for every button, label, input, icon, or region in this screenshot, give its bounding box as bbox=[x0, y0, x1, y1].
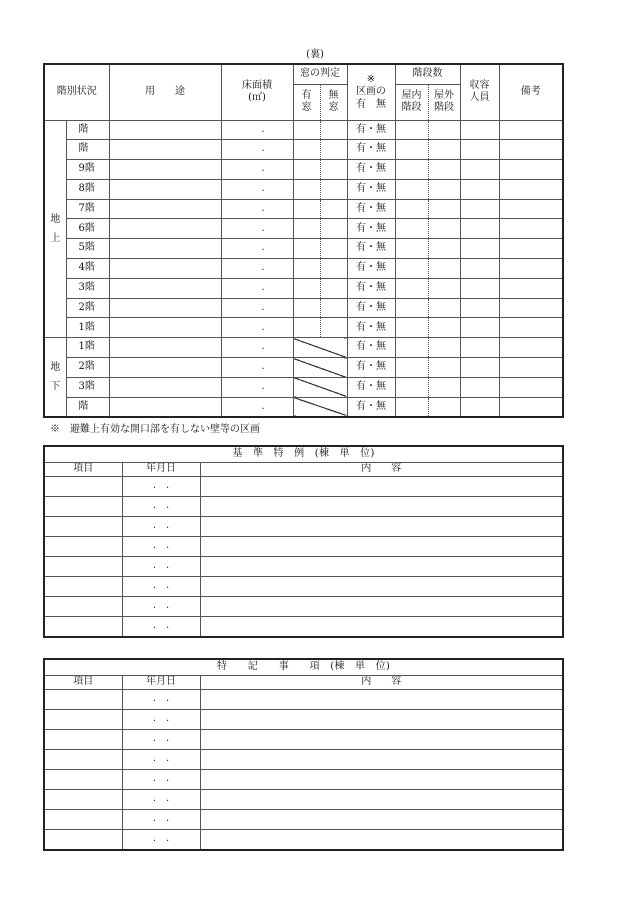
col-item: 項目 bbox=[44, 463, 122, 477]
item-cell[interactable] bbox=[44, 517, 122, 537]
entry-row bbox=[44, 810, 563, 830]
window-yes-cell[interactable] bbox=[293, 318, 320, 338]
below-ground-label: 地 下 bbox=[44, 338, 66, 418]
entry-row bbox=[44, 830, 563, 851]
section-yes-no-cell[interactable]: 有・無 bbox=[347, 377, 395, 397]
stairs-indoor-cell[interactable] bbox=[395, 298, 428, 318]
item-cell[interactable] bbox=[44, 750, 122, 770]
floor-row bbox=[44, 160, 563, 180]
capacity-cell[interactable] bbox=[460, 338, 499, 358]
special-notes-table bbox=[43, 658, 564, 851]
floor-label: 3階 bbox=[66, 377, 109, 397]
capacity-cell[interactable] bbox=[460, 199, 499, 219]
window-yes-cell[interactable] bbox=[293, 219, 320, 239]
capacity-cell[interactable] bbox=[460, 140, 499, 160]
section-yes-no-cell[interactable]: 有・無 bbox=[347, 318, 395, 338]
floor-label: 1階 bbox=[66, 338, 109, 358]
header-floor: 階別状況 bbox=[44, 64, 109, 120]
special-notes-title: 特 記 事 項 (棟 単 位) bbox=[44, 659, 563, 676]
floor-row bbox=[44, 219, 563, 239]
entry-row bbox=[44, 770, 563, 790]
stairs-indoor-cell[interactable] bbox=[395, 397, 428, 417]
content-cell[interactable] bbox=[200, 537, 563, 557]
content-cell[interactable] bbox=[200, 830, 563, 851]
capacity-cell[interactable] bbox=[460, 120, 499, 140]
entry-row bbox=[44, 617, 563, 638]
window-na-cell bbox=[293, 358, 347, 378]
floor-row bbox=[44, 318, 563, 338]
page-title: (裏) bbox=[306, 49, 324, 60]
remarks-cell[interactable] bbox=[499, 219, 563, 239]
date-cell[interactable]: . . bbox=[122, 557, 200, 577]
floor-area-cell[interactable]: . bbox=[221, 397, 293, 417]
window-yes-cell[interactable] bbox=[293, 179, 320, 199]
capacity-cell[interactable] bbox=[460, 259, 499, 279]
floor-area-cell[interactable]: . bbox=[221, 179, 293, 199]
floor-area-cell[interactable]: . bbox=[221, 278, 293, 298]
use-cell[interactable] bbox=[109, 318, 221, 338]
window-yes-cell[interactable] bbox=[293, 239, 320, 259]
col-date: 年月日 bbox=[122, 463, 200, 477]
stairs-indoor-cell[interactable] bbox=[395, 160, 428, 180]
use-cell[interactable] bbox=[109, 397, 221, 417]
window-no-cell[interactable] bbox=[320, 318, 347, 338]
capacity-cell[interactable] bbox=[460, 358, 499, 378]
window-no-cell[interactable] bbox=[320, 160, 347, 180]
section-yes-no-cell[interactable]: 有・無 bbox=[347, 338, 395, 358]
stairs-outdoor-cell[interactable] bbox=[428, 259, 460, 279]
content-cell[interactable] bbox=[200, 517, 563, 537]
capacity-cell[interactable] bbox=[460, 397, 499, 417]
date-cell[interactable]: . . bbox=[122, 830, 200, 851]
stairs-indoor-cell[interactable] bbox=[395, 377, 428, 397]
content-cell[interactable] bbox=[200, 477, 563, 497]
above-ground-rows bbox=[44, 120, 563, 338]
floor-area-cell[interactable]: . bbox=[221, 318, 293, 338]
item-cell[interactable] bbox=[44, 617, 122, 638]
remarks-cell[interactable] bbox=[499, 278, 563, 298]
window-yes-cell[interactable] bbox=[293, 199, 320, 219]
floor-area-cell[interactable]: . bbox=[221, 298, 293, 318]
remarks-cell[interactable] bbox=[499, 199, 563, 219]
remarks-cell[interactable] bbox=[499, 179, 563, 199]
section-yes-no-cell[interactable]: 有・無 bbox=[347, 199, 395, 219]
entry-row bbox=[44, 750, 563, 770]
capacity-cell[interactable] bbox=[460, 278, 499, 298]
window-no-cell[interactable] bbox=[320, 239, 347, 259]
window-no-cell[interactable] bbox=[320, 219, 347, 239]
content-cell[interactable] bbox=[200, 730, 563, 750]
date-cell[interactable]: . . bbox=[122, 517, 200, 537]
floor-area-cell[interactable]: . bbox=[221, 358, 293, 378]
use-cell[interactable] bbox=[109, 179, 221, 199]
remarks-cell[interactable] bbox=[499, 397, 563, 417]
window-no-cell[interactable] bbox=[320, 140, 347, 160]
header-area: 床面積 (㎡) bbox=[221, 64, 293, 120]
window-no-cell[interactable] bbox=[320, 179, 347, 199]
content-cell[interactable] bbox=[200, 790, 563, 810]
window-yes-cell[interactable] bbox=[293, 120, 320, 140]
stairs-indoor-cell[interactable] bbox=[395, 219, 428, 239]
date-cell[interactable]: . . bbox=[122, 730, 200, 750]
use-cell[interactable] bbox=[109, 239, 221, 259]
remarks-cell[interactable] bbox=[499, 239, 563, 259]
below-ground-rows bbox=[44, 338, 563, 418]
remarks-cell[interactable] bbox=[499, 140, 563, 160]
entry-row bbox=[44, 577, 563, 597]
window-yes-cell[interactable] bbox=[293, 278, 320, 298]
window-no-cell[interactable] bbox=[320, 120, 347, 140]
content-cell[interactable] bbox=[200, 597, 563, 617]
floor-label: 9階 bbox=[66, 160, 109, 180]
entry-row bbox=[44, 690, 563, 710]
item-cell[interactable] bbox=[44, 730, 122, 750]
floor-area-cell[interactable]: . bbox=[221, 219, 293, 239]
floor-label: 8階 bbox=[66, 179, 109, 199]
section-yes-no-cell[interactable]: 有・無 bbox=[347, 239, 395, 259]
floor-area-cell[interactable]: . bbox=[221, 377, 293, 397]
content-cell[interactable] bbox=[200, 497, 563, 517]
capacity-cell[interactable] bbox=[460, 179, 499, 199]
remarks-cell[interactable] bbox=[499, 318, 563, 338]
stairs-outdoor-cell[interactable] bbox=[428, 199, 460, 219]
item-cell[interactable] bbox=[44, 557, 122, 577]
entry-row bbox=[44, 710, 563, 730]
entry-row bbox=[44, 537, 563, 557]
window-no-cell[interactable] bbox=[320, 259, 347, 279]
floor-area-cell[interactable]: . bbox=[221, 120, 293, 140]
use-cell[interactable] bbox=[109, 278, 221, 298]
floor-row bbox=[44, 278, 563, 298]
header-use: 用 途 bbox=[109, 64, 221, 120]
col-content: 内 容 bbox=[200, 676, 563, 690]
col-item: 項目 bbox=[44, 676, 122, 690]
window-yes-cell[interactable] bbox=[293, 160, 320, 180]
section-yes-no-cell[interactable]: 有・無 bbox=[347, 259, 395, 279]
date-cell[interactable]: . . bbox=[122, 577, 200, 597]
use-cell[interactable] bbox=[109, 377, 221, 397]
item-cell[interactable] bbox=[44, 810, 122, 830]
floor-label: 3階 bbox=[66, 278, 109, 298]
entry-row bbox=[44, 477, 563, 497]
floor-row bbox=[44, 298, 563, 318]
use-cell[interactable] bbox=[109, 120, 221, 140]
capacity-cell[interactable] bbox=[460, 239, 499, 259]
stairs-indoor-cell[interactable] bbox=[395, 120, 428, 140]
special-standards-table bbox=[43, 445, 564, 638]
date-cell[interactable]: . . bbox=[122, 690, 200, 710]
capacity-cell[interactable] bbox=[460, 377, 499, 397]
content-cell[interactable] bbox=[200, 770, 563, 790]
floor-row bbox=[44, 120, 563, 140]
section-yes-no-cell[interactable]: 有・無 bbox=[347, 219, 395, 239]
remarks-cell[interactable] bbox=[499, 259, 563, 279]
stairs-outdoor-cell[interactable] bbox=[428, 120, 460, 140]
stairs-outdoor-cell[interactable] bbox=[428, 318, 460, 338]
date-cell[interactable]: . . bbox=[122, 497, 200, 517]
header-stairs-indoor: 屋内 階段 bbox=[395, 84, 428, 120]
floor-row bbox=[44, 338, 563, 358]
date-cell[interactable]: . . bbox=[122, 710, 200, 730]
entry-row bbox=[44, 730, 563, 750]
stairs-outdoor-cell[interactable] bbox=[428, 397, 460, 417]
stairs-outdoor-cell[interactable] bbox=[428, 377, 460, 397]
content-cell[interactable] bbox=[200, 617, 563, 638]
item-cell[interactable] bbox=[44, 537, 122, 557]
content-cell[interactable] bbox=[200, 710, 563, 730]
remarks-cell[interactable] bbox=[499, 298, 563, 318]
date-cell[interactable]: . . bbox=[122, 810, 200, 830]
date-cell[interactable]: . . bbox=[122, 617, 200, 638]
header-window-no: 無 窓 bbox=[320, 84, 347, 120]
date-cell[interactable]: . . bbox=[122, 750, 200, 770]
floor-label: 2階 bbox=[66, 298, 109, 318]
item-cell[interactable] bbox=[44, 577, 122, 597]
stairs-indoor-cell[interactable] bbox=[395, 338, 428, 358]
use-cell[interactable] bbox=[109, 140, 221, 160]
use-cell[interactable] bbox=[109, 219, 221, 239]
floor-label: 2階 bbox=[66, 358, 109, 378]
section-yes-no-cell[interactable]: 有・無 bbox=[347, 179, 395, 199]
floor-label: 5階 bbox=[66, 239, 109, 259]
item-cell[interactable] bbox=[44, 497, 122, 517]
remarks-cell[interactable] bbox=[499, 338, 563, 358]
item-cell[interactable] bbox=[44, 690, 122, 710]
floor-row bbox=[44, 397, 563, 417]
floor-label: 階 bbox=[66, 120, 109, 140]
stairs-indoor-cell[interactable] bbox=[395, 358, 428, 378]
window-na-cell bbox=[293, 397, 347, 417]
section-yes-no-cell[interactable]: 有・無 bbox=[347, 278, 395, 298]
header-remarks: 備考 bbox=[499, 64, 563, 120]
section-yes-no-cell[interactable]: 有・無 bbox=[347, 120, 395, 140]
entry-row bbox=[44, 517, 563, 537]
floor-area-cell[interactable]: . bbox=[221, 160, 293, 180]
section-yes-no-cell[interactable]: 有・無 bbox=[347, 140, 395, 160]
stairs-indoor-cell[interactable] bbox=[395, 318, 428, 338]
date-cell[interactable]: . . bbox=[122, 477, 200, 497]
section-yes-no-cell[interactable]: 有・無 bbox=[347, 160, 395, 180]
header-window: 窓の判定 bbox=[293, 64, 347, 84]
use-cell[interactable] bbox=[109, 338, 221, 358]
entry-row bbox=[44, 557, 563, 577]
section-yes-no-cell[interactable]: 有・無 bbox=[347, 358, 395, 378]
stairs-outdoor-cell[interactable] bbox=[428, 239, 460, 259]
stairs-indoor-cell[interactable] bbox=[395, 278, 428, 298]
stairs-outdoor-cell[interactable] bbox=[428, 358, 460, 378]
header-window-yes: 有 窓 bbox=[293, 84, 320, 120]
col-content: 内 容 bbox=[200, 463, 563, 477]
capacity-cell[interactable] bbox=[460, 160, 499, 180]
floor-area-cell[interactable]: . bbox=[221, 259, 293, 279]
stairs-indoor-cell[interactable] bbox=[395, 140, 428, 160]
stairs-indoor-cell[interactable] bbox=[395, 239, 428, 259]
remarks-cell[interactable] bbox=[499, 358, 563, 378]
stairs-outdoor-cell[interactable] bbox=[428, 140, 460, 160]
use-cell[interactable] bbox=[109, 259, 221, 279]
use-cell[interactable] bbox=[109, 199, 221, 219]
col-date: 年月日 bbox=[122, 676, 200, 690]
window-na-cell bbox=[293, 377, 347, 397]
stairs-outdoor-cell[interactable] bbox=[428, 219, 460, 239]
item-cell[interactable] bbox=[44, 710, 122, 730]
floor-area-cell[interactable]: . bbox=[221, 140, 293, 160]
floor-row bbox=[44, 358, 563, 378]
window-yes-cell[interactable] bbox=[293, 140, 320, 160]
date-cell[interactable]: . . bbox=[122, 537, 200, 557]
use-cell[interactable] bbox=[109, 160, 221, 180]
remarks-cell[interactable] bbox=[499, 120, 563, 140]
floor-area-cell[interactable]: . bbox=[221, 199, 293, 219]
above-ground-label: 地 上 bbox=[44, 120, 66, 338]
floor-label: 4階 bbox=[66, 259, 109, 279]
date-cell[interactable]: . . bbox=[122, 770, 200, 790]
content-cell[interactable] bbox=[200, 557, 563, 577]
header-section: ※ 区画の 有 無 bbox=[347, 64, 395, 120]
item-cell[interactable] bbox=[44, 790, 122, 810]
content-cell[interactable] bbox=[200, 690, 563, 710]
section-yes-no-cell[interactable]: 有・無 bbox=[347, 298, 395, 318]
stairs-outdoor-cell[interactable] bbox=[428, 179, 460, 199]
floor-row bbox=[44, 239, 563, 259]
window-no-cell[interactable] bbox=[320, 298, 347, 318]
date-cell[interactable]: . . bbox=[122, 597, 200, 617]
item-cell[interactable] bbox=[44, 477, 122, 497]
item-cell[interactable] bbox=[44, 597, 122, 617]
item-cell[interactable] bbox=[44, 770, 122, 790]
header-stairs-outdoor: 屋外 階段 bbox=[428, 84, 460, 120]
window-yes-cell[interactable] bbox=[293, 259, 320, 279]
floor-row bbox=[44, 179, 563, 199]
remarks-cell[interactable] bbox=[499, 160, 563, 180]
window-na-cell bbox=[293, 338, 347, 358]
content-cell[interactable] bbox=[200, 577, 563, 597]
floor-area-cell[interactable]: . bbox=[221, 338, 293, 358]
floor-row bbox=[44, 259, 563, 279]
content-cell[interactable] bbox=[200, 810, 563, 830]
stairs-indoor-cell[interactable] bbox=[395, 259, 428, 279]
stairs-outdoor-cell[interactable] bbox=[428, 338, 460, 358]
floor-status-table bbox=[43, 63, 564, 418]
floor-label: 階 bbox=[66, 397, 109, 417]
header-capacity: 収容 人員 bbox=[460, 64, 499, 120]
capacity-cell[interactable] bbox=[460, 318, 499, 338]
use-cell[interactable] bbox=[109, 358, 221, 378]
stairs-indoor-cell[interactable] bbox=[395, 179, 428, 199]
window-no-cell[interactable] bbox=[320, 278, 347, 298]
item-cell[interactable] bbox=[44, 830, 122, 851]
entry-row bbox=[44, 597, 563, 617]
floor-label: 6階 bbox=[66, 219, 109, 239]
window-no-cell[interactable] bbox=[320, 199, 347, 219]
use-cell[interactable] bbox=[109, 298, 221, 318]
floor-row bbox=[44, 140, 563, 160]
capacity-cell[interactable] bbox=[460, 298, 499, 318]
date-cell[interactable]: . . bbox=[122, 790, 200, 810]
content-cell[interactable] bbox=[200, 750, 563, 770]
floor-label: 7階 bbox=[66, 199, 109, 219]
remarks-cell[interactable] bbox=[499, 377, 563, 397]
window-yes-cell[interactable] bbox=[293, 298, 320, 318]
floor-label: 階 bbox=[66, 140, 109, 160]
footnote: ※ 避難上有効な開口部を有しない壁等の区画 bbox=[50, 424, 260, 435]
header-stairs: 階段数 bbox=[395, 64, 460, 84]
capacity-cell[interactable] bbox=[460, 219, 499, 239]
stairs-outdoor-cell[interactable] bbox=[428, 278, 460, 298]
floor-row bbox=[44, 199, 563, 219]
stairs-outdoor-cell[interactable] bbox=[428, 298, 460, 318]
stairs-outdoor-cell[interactable] bbox=[428, 160, 460, 180]
floor-row bbox=[44, 377, 563, 397]
section-yes-no-cell[interactable]: 有・無 bbox=[347, 397, 395, 417]
floor-area-cell[interactable]: . bbox=[221, 239, 293, 259]
floor-label: 1階 bbox=[66, 318, 109, 338]
special-standards-title: 基 準 特 例 (棟 単 位) bbox=[44, 446, 563, 463]
entry-row bbox=[44, 790, 563, 810]
entry-row bbox=[44, 497, 563, 517]
stairs-indoor-cell[interactable] bbox=[395, 199, 428, 219]
